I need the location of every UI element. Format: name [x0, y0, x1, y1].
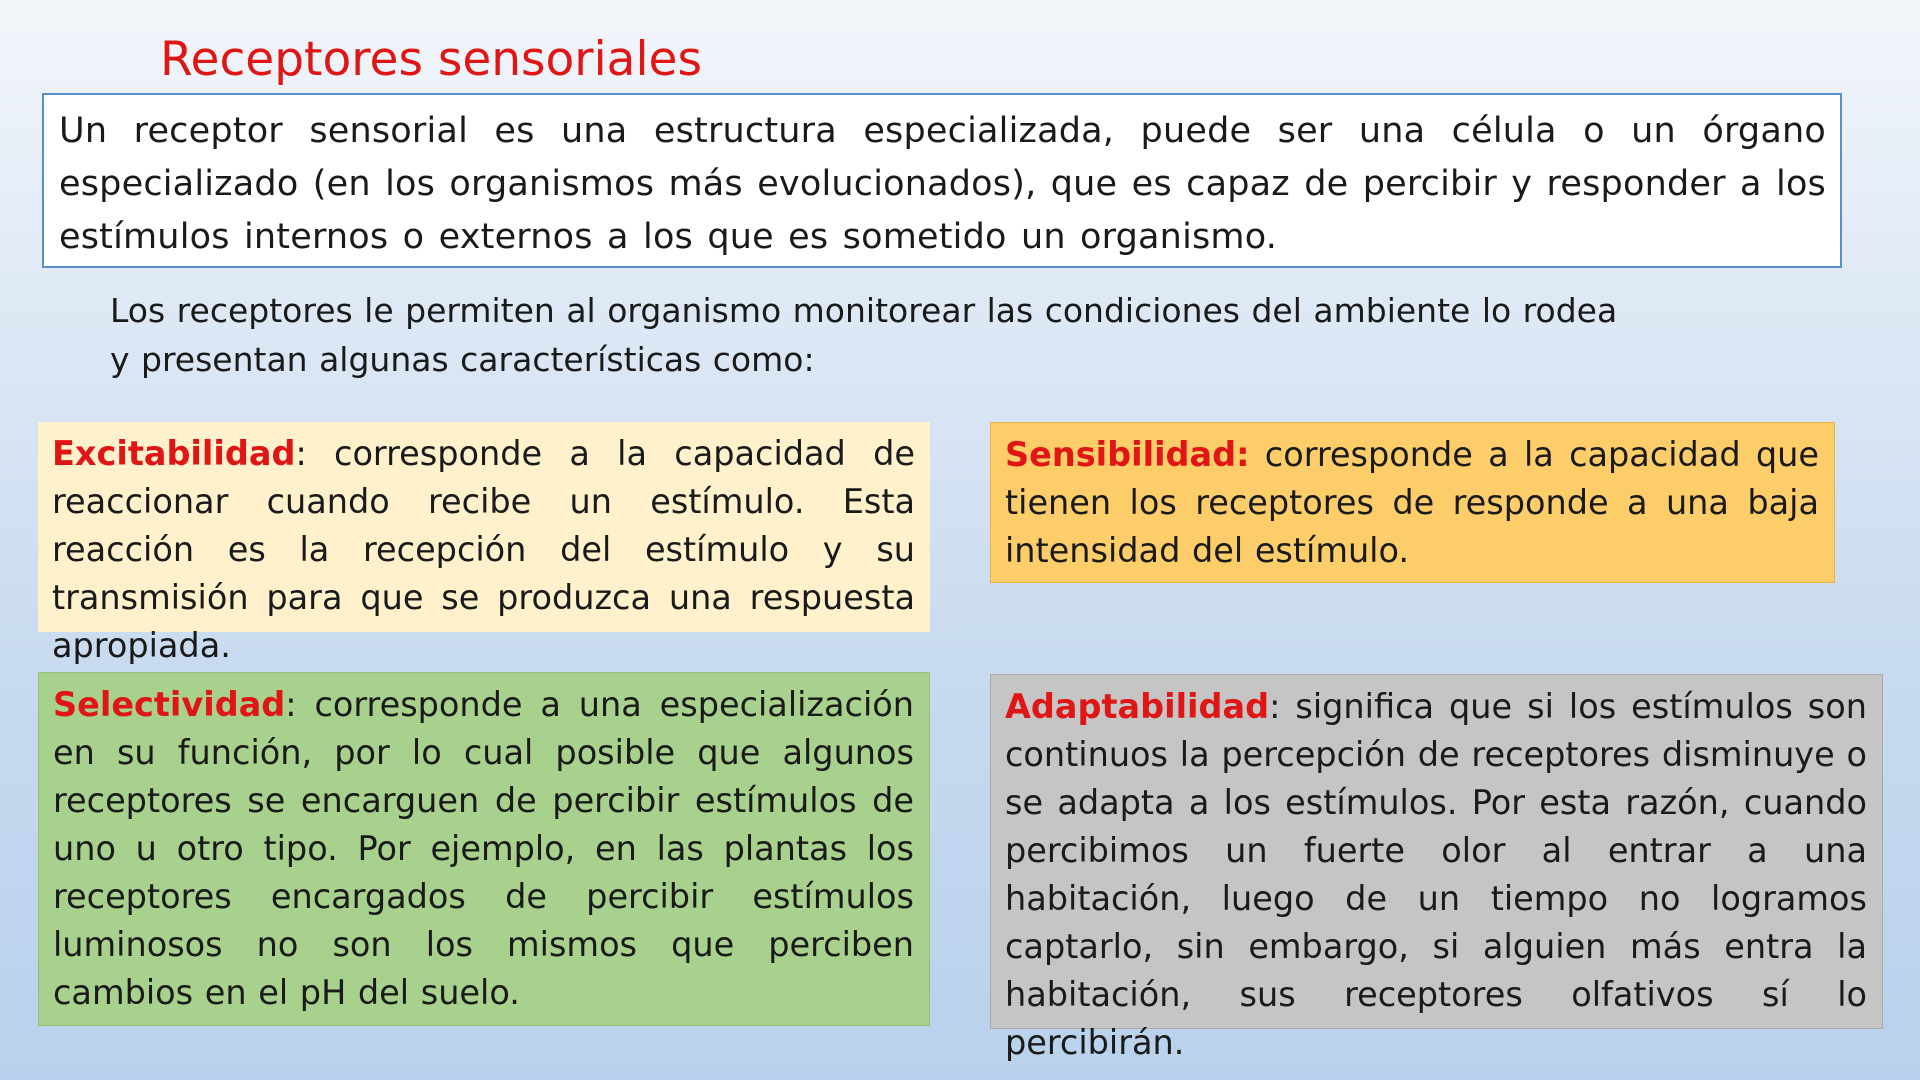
slide-title: Receptores sensoriales [160, 32, 702, 87]
definition-box [42, 93, 1842, 268]
intro-line-1: Los receptores le permiten al organismo monitorear las condiciones del ambiente lo rodea [110, 291, 1618, 330]
adaptabilidad-term: Adaptabilidad [1005, 687, 1270, 726]
intro-text [110, 286, 1770, 384]
definition-text: Un receptor sensorial es una estructura especializada, puede ser una célula o un órgano especializado (en los organismos más evolucionados), que es capaz de percibir y responder a los estímulos internos o externos a los que es sometido un organismo. [59, 111, 1826, 257]
intro-line-2: y presentan algunas características como: [110, 340, 815, 379]
sensibilidad-text: corresponde a la capacidad que tienen los receptores de responde a una baja intensidad del estímulo. [1005, 435, 1819, 570]
adaptabilidad-text: : significa que si los estímulos son continuos la percepción de receptores disminuye o se adapta a los estímulos. Por esta razón, cuando percibimos un fuerte olor al entrar a una habitación, luego de un tiempo no logramos captarlo, sin embargo, si alguien más entra la habitación, sus receptores olfativos sí lo percibirán. [1005, 687, 1867, 1062]
excitabilidad-term: Excitabilidad [52, 434, 296, 473]
selectividad-box [38, 672, 930, 1026]
selectividad-text: : corresponde a una especialización en su función, por lo cual posible que algunos receptores se encarguen de percibir estímulos de uno u otro tipo. Por ejemplo, en las plantas los receptores encargados de percibir estímulos luminosos no son los mismos que perciben cambios en el pH del suelo. [53, 685, 914, 1012]
adaptabilidad-box [990, 674, 1883, 1062]
sensibilidad-box [990, 422, 1835, 583]
excitabilidad-text: : corresponde a la capacidad de reaccionar cuando recibe un estímulo. Esta reacción es la recepción del estímulo y su transmisión para que se produzca una respuesta apropiada. [52, 434, 915, 665]
selectividad-term: Selectividad [53, 685, 286, 724]
sensibilidad-term: Sensibilidad: [1005, 435, 1250, 474]
excitabilidad-box [38, 422, 930, 665]
